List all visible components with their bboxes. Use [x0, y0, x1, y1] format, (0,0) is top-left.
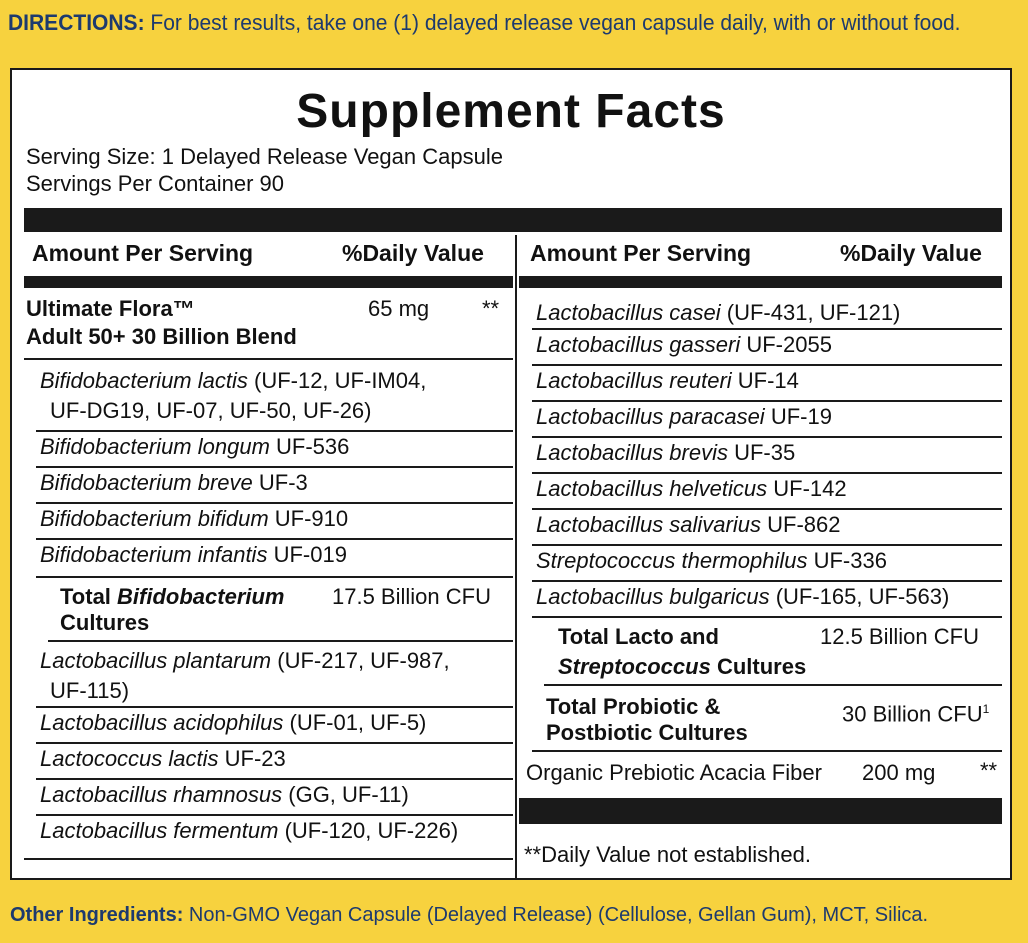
left-header-amount: Amount Per Serving [32, 240, 254, 266]
strain-row [532, 402, 1002, 438]
right-header-dv: %Daily Value [840, 240, 982, 266]
strain-row [36, 780, 513, 816]
right-header-bar [519, 276, 1002, 288]
strain-name: Lactobacillus paracasei [536, 404, 765, 429]
other-ingredients [10, 904, 928, 927]
strain-code: (UF-120, UF-226) [278, 818, 459, 843]
strain-name: Streptococcus thermophilus [536, 548, 808, 573]
total-bifido-italic: Bifidobacterium [117, 584, 285, 609]
left-header-bar [24, 276, 513, 288]
bottom-bar [519, 798, 1002, 824]
strain-name: Bifidobacterium infantis [40, 542, 268, 567]
strain-code: UF-35 [727, 440, 796, 465]
strain-name: Bifidobacterium bifidum [40, 506, 269, 531]
strain-row [36, 540, 513, 578]
strain-name: Lactococcus lactis [40, 746, 219, 771]
strain-name: Lactobacillus helveticus [536, 476, 768, 501]
total-probiotic-value: 30 Billion CFU [842, 701, 983, 727]
strain-row [532, 438, 1002, 474]
strain-name: Lactobacillus acidophilus [40, 710, 284, 735]
strain-code: UF-019 [267, 542, 347, 567]
strain-code: (GG, UF-11) [282, 782, 409, 807]
strain-row [36, 708, 513, 744]
strain-row [532, 546, 1002, 582]
strain-name: Lactobacillus gasseri [536, 332, 741, 357]
strain-name: Bifidobacterium breve [40, 470, 253, 495]
strain-code: (UF-01, UF-5) [283, 710, 427, 735]
total-probiotic-row [532, 688, 1002, 752]
strain-row [36, 744, 513, 780]
strain-row [36, 504, 513, 540]
strain-row [532, 330, 1002, 366]
directions-text: For best results, take one (1) delayed release vegan capsule daily, with or without food. [150, 10, 961, 35]
strain-code-cont: UF-115) [50, 678, 130, 703]
strain-name: Lactobacillus reuteri [536, 368, 732, 393]
thick-divider [24, 208, 1002, 232]
footnote-marker: 1 [982, 702, 990, 716]
total-lacto-italic: Streptococcus [558, 654, 711, 679]
total-bifido-pre: Total [60, 584, 118, 609]
supplement-facts-panel [10, 68, 1012, 880]
strain-code: UF-536 [269, 434, 350, 459]
strain-row [36, 642, 513, 708]
total-probiotic-line1: Total Probiotic & [546, 694, 721, 719]
strain-code: (UF-431, UF-121) [720, 300, 901, 325]
total-lacto-line1: Total Lacto and [558, 624, 719, 649]
strain-name: Lactobacillus plantarum [40, 648, 272, 673]
strain-name: Lactobacillus casei [536, 300, 721, 325]
strain-code: (UF-165, UF-563) [769, 584, 950, 609]
strain-name: Lactobacillus bulgaricus [536, 584, 770, 609]
strain-code: UF-23 [218, 746, 286, 771]
strain-row [36, 366, 513, 432]
serving-size: Serving Size: 1 Delayed Release Vegan Capsule [26, 144, 503, 169]
acacia-name: Organic Prebiotic Acacia Fiber [526, 760, 822, 785]
strain-code: UF-142 [767, 476, 847, 501]
total-probiotic-line2: Postbiotic Cultures [546, 720, 748, 745]
strain-code: UF-910 [268, 506, 349, 531]
strain-name: Lactobacillus fermentum [40, 818, 279, 843]
strain-code: UF-3 [252, 470, 308, 495]
blend-name-2: Adult 50+ 30 Billion Blend [26, 324, 297, 349]
strain-name: Lactobacillus rhamnosus [40, 782, 283, 807]
acacia-dv: ** [980, 758, 998, 783]
blend-row [24, 294, 513, 360]
other-ingredients-text: Non-GMO Vegan Capsule (Delayed Release) (Cellulose, Gellan Gum), MCT, Silica. [188, 904, 929, 926]
total-bifido-value: 17.5 Billion CFU [332, 584, 491, 609]
acacia-row [522, 756, 1002, 792]
blend-name-1: Ultimate Flora™ [26, 296, 195, 321]
total-lacto-value: 12.5 Billion CFU [820, 624, 979, 649]
total-bifido-row [48, 578, 513, 642]
left-header-dv: %Daily Value [342, 240, 484, 266]
total-lacto-row [544, 618, 1002, 686]
dv-footnote: **Daily Value not established. [524, 842, 811, 867]
strain-row [532, 582, 1002, 618]
acacia-amount: 200 mg [862, 760, 936, 785]
strain-row [532, 474, 1002, 510]
strain-code: UF-336 [807, 548, 887, 573]
total-bifido-line2: Cultures [60, 610, 150, 635]
strain-code: UF-2055 [740, 332, 832, 357]
column-divider [515, 235, 517, 879]
strain-row [36, 432, 513, 468]
strain-name: Lactobacillus brevis [536, 440, 728, 465]
strain-code: (UF-217, UF-987, [271, 648, 450, 673]
strain-code: UF-862 [761, 512, 841, 537]
panel-title: Supplement Facts [296, 85, 726, 138]
strain-row [532, 366, 1002, 402]
strain-row [532, 510, 1002, 546]
total-lacto-post: Cultures [710, 654, 807, 679]
strain-code: UF-19 [764, 404, 832, 429]
servings-per-container: Servings Per Container 90 [26, 171, 285, 196]
strain-row [36, 468, 513, 504]
other-ingredients-label: Other Ingredients: [10, 904, 184, 926]
blend-dv: ** [482, 296, 500, 321]
strain-code: (UF-12, UF-IM04, [247, 368, 427, 393]
strain-code-cont: UF-DG19, UF-07, UF-50, UF-26) [50, 398, 372, 423]
right-header-amount: Amount Per Serving [530, 240, 752, 266]
strain-code: UF-14 [731, 368, 799, 393]
strain-name: Lactobacillus salivarius [536, 512, 761, 537]
strain-name: Bifidobacterium lactis [40, 368, 248, 393]
strain-row [24, 816, 513, 860]
directions-label: DIRECTIONS: [8, 10, 145, 35]
strain-name: Bifidobacterium longum [40, 434, 270, 459]
blend-amount: 65 mg [368, 296, 430, 321]
directions-line [8, 8, 977, 38]
strain-row [532, 294, 1002, 330]
